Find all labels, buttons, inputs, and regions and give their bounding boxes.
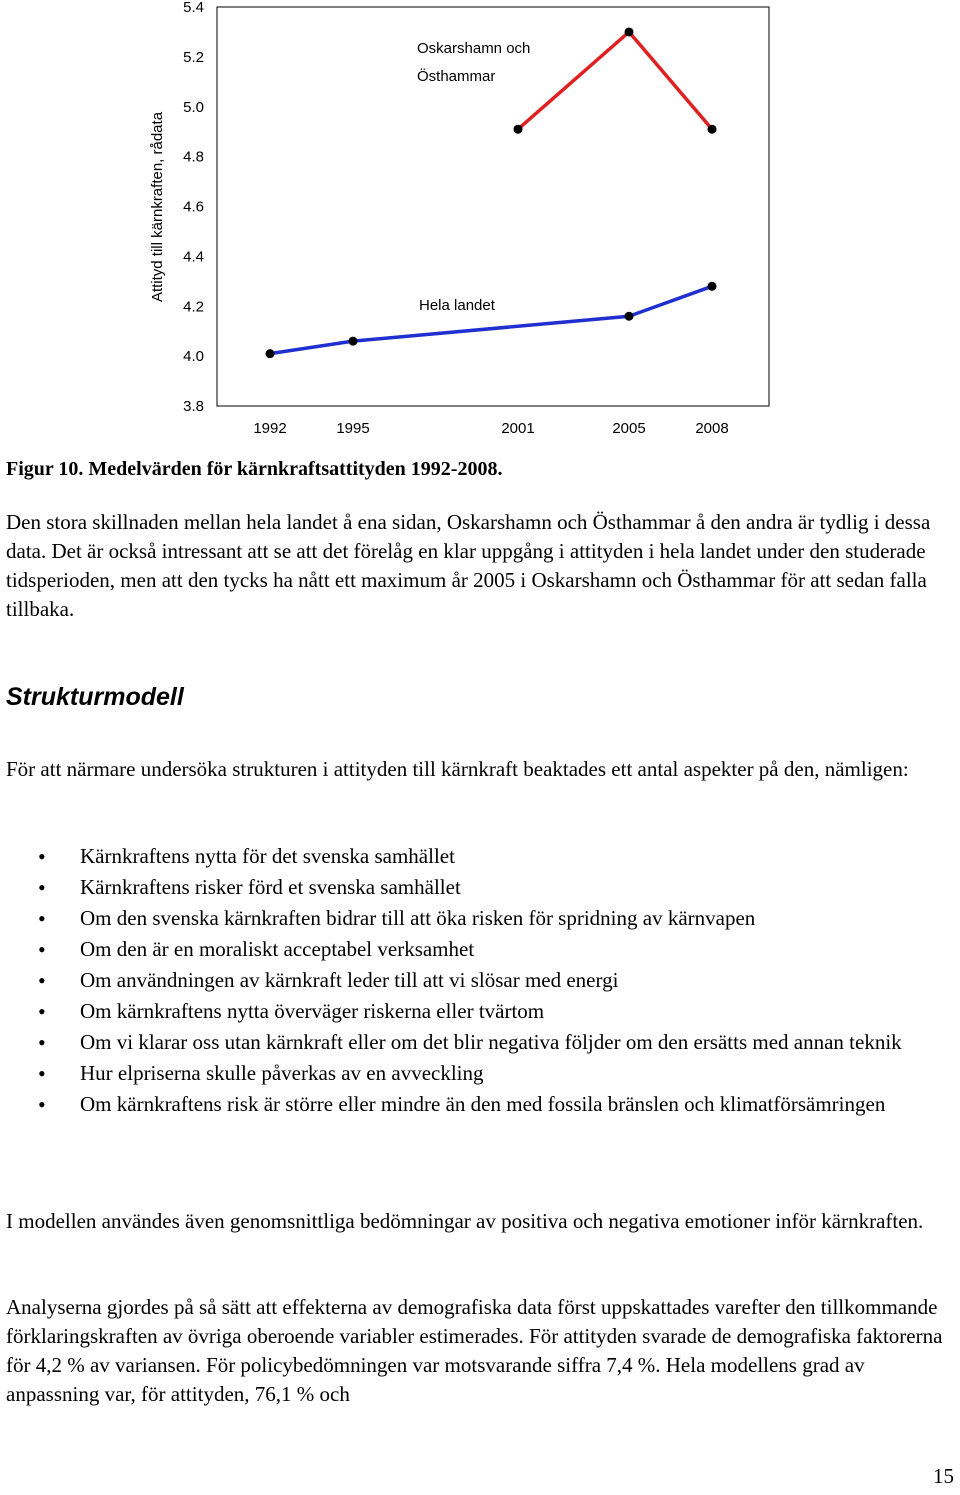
x-tick-label: 2001 bbox=[501, 420, 535, 437]
data-point bbox=[708, 125, 717, 134]
data-point bbox=[349, 337, 358, 346]
series-label: Oskarshamn och bbox=[417, 40, 531, 57]
y-tick-label: 4.0 bbox=[183, 348, 204, 366]
x-tick-label: 1992 bbox=[253, 420, 287, 437]
paragraph-model: I modellen användes även genomsnittliga bedömningar av positiva och negativa emotioner inför kärnkraften. bbox=[6, 1209, 924, 1233]
data-point bbox=[708, 282, 717, 291]
list-item: • Om kärnkraftens nytta överväger riskerna eller tvärtom bbox=[0, 997, 950, 1026]
plot-frame bbox=[217, 7, 769, 406]
y-tick-label: 3.8 bbox=[183, 398, 204, 415]
list-item: • Om vi klarar oss utan kärnkraft eller om det blir negativa följder om den ersätts med annan teknik bbox=[0, 1028, 950, 1057]
figure-caption: Figur 10. Medelvärden för kärnkraftsattityden 1992-2008. bbox=[6, 458, 503, 480]
list-item: • Kärnkraftens risker förd et svenska samhället bbox=[0, 873, 950, 902]
paragraph-discussion: Den stora skillnaden mellan hela landet å ena sidan, Oskarshamn och Östhammar å den andra är tydlig i dessa data. Det är också intressant att se att det förelåg en klar uppgång i attityden i hela landet under den studerade tidsperioden, men att den tycks ha nått ett maximum år 2005 i Oskarshamn och Östhammar för att sedan falla tillbaka. bbox=[6, 510, 931, 621]
data-point bbox=[625, 312, 634, 321]
x-tick-label: 1995 bbox=[336, 420, 370, 437]
list-item: • Om den är en moraliskt acceptabel verksamhet bbox=[0, 935, 950, 964]
x-tick-label: 2008 bbox=[695, 420, 729, 437]
y-axis-label: Attityd till kärnkraften, rådata bbox=[149, 111, 166, 303]
series-label: Östhammar bbox=[417, 68, 496, 85]
series-line bbox=[518, 32, 712, 129]
section-heading: Strukturmodell bbox=[6, 683, 184, 711]
list-item: • Om användningen av kärnkraft leder till att vi slösar med energi bbox=[0, 966, 950, 995]
data-point bbox=[625, 27, 634, 36]
list-item: • Om den svenska kärnkraften bidrar till att öka risken för spridning av kärnvapen bbox=[0, 904, 950, 933]
data-point bbox=[514, 125, 523, 134]
data-point bbox=[266, 349, 275, 358]
y-tick-label: 4.6 bbox=[183, 198, 204, 216]
list-item: • Kärnkraftens nytta för det svenska samhället bbox=[0, 842, 950, 871]
attitude-line-chart bbox=[0, 0, 960, 440]
series-label: Hela landet bbox=[419, 297, 495, 314]
list-item: • Hur elpriserna skulle påverkas av en avveckling bbox=[0, 1059, 950, 1088]
page-number: 15 bbox=[933, 1464, 954, 1488]
y-tick-label: 5.0 bbox=[183, 98, 204, 116]
x-tick-label: 2005 bbox=[612, 420, 646, 437]
paragraph-intro: För att närmare undersöka strukturen i attityden till kärnkraft beaktades ett antal aspekter på den, nämligen: bbox=[6, 757, 909, 781]
list-item: • Om kärnkraftens risk är större eller mindre än den med fossila bränslen och klimatförsämringen bbox=[0, 1090, 950, 1119]
y-tick-label: 4.4 bbox=[183, 248, 204, 266]
y-tick-label: 5.2 bbox=[183, 48, 204, 66]
y-tick-label: 4.8 bbox=[183, 148, 204, 166]
aspect-list bbox=[0, 842, 950, 1119]
paragraph-analysis: Analyserna gjordes på så sätt att effekterna av demografiska data först uppskattades varefter den tillkommande förklaringskraften av övriga oberoende variabler estimerades. För attityden svarade de demografiska faktorerna för 4,2 % av variansen. För policybedömningen var motsvarande siffra 7,4 %. Hela modellens grad av anpassning var, för attityden, 76,1 % och bbox=[6, 1295, 943, 1406]
y-tick-label: 5.4 bbox=[183, 0, 204, 16]
y-tick-label: 4.2 bbox=[183, 298, 204, 316]
